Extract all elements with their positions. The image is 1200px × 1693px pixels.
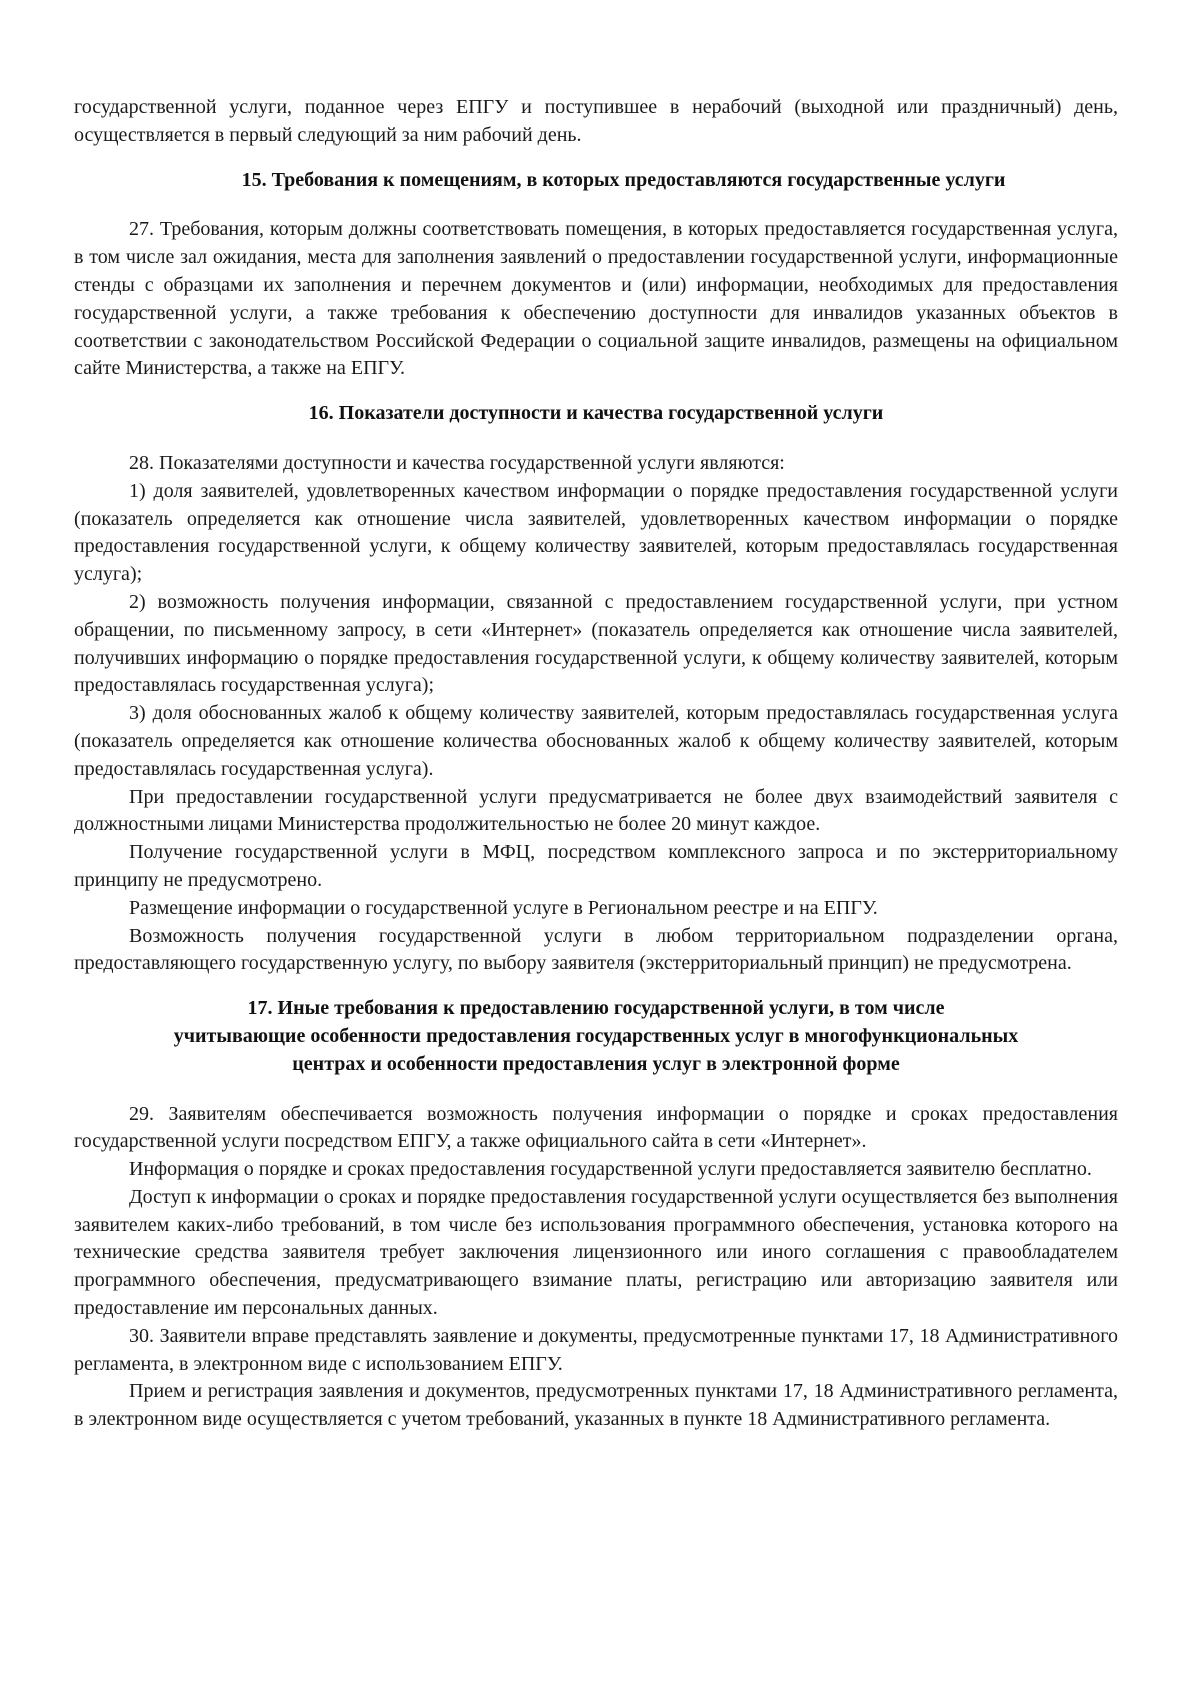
paragraph-mfc: Получение государственной услуги в МФЦ, посредством комплексного запроса и по экстерриториальному принципу не предусмотрено.: [74, 841, 1118, 891]
paragraph-28-item-2: 2) возможность получения информации, связанной с предоставлением государственной услуги, при устном обращении, по письменному запросу, в сети «Интернет» (показатель определяется как отношение числа заявителей, получивших информацию о порядке предоставления государственной услуги, к общему количеству заявителей, которым предоставлялась государственная услуга);: [74, 590, 1118, 697]
paragraph-interactions: При предоставлении государственной услуги предусматривается не более двух взаимодействий заявителя с должностными лицами Министерства продолжительностью не более 20 минут каждое.: [74, 785, 1118, 836]
paragraph-extraterritorial: Возможность получения государственной услуги в любом территориальном подразделении органа, предоставляющего государственную услугу, по выбору заявителя (экстерриториальный принцип) не предусмотрена.: [74, 924, 1118, 975]
section-15-heading: 15. Требования к помещениям, в которых предоставляются государственные услуги: [241, 168, 1006, 191]
paragraph-28: 28. Показателями доступности и качества государственной услуги являются:: [129, 451, 785, 474]
paragraph-28-item-3: 3) доля обоснованных жалоб к общему количеству заявителей, которым предоставлялась государственная услуга (показатель определяется как отношение количества обоснованных жалоб к общему количеству заявителей, которым предоставлялась государственная услуга).: [74, 702, 1118, 780]
paragraph-access: Доступ к информации о сроках и порядке предоставления государственной услуги осуществляется без выполнения заявителем каких-либо требований, в том числе без использования программного обеспечения, установка которого на технические средства заявителя требует заключения лицензионного или иного соглашения с правообладателем программного обеспечения, предусматривающего взимание платы, регистрацию или авторизацию заявителя или предоставление им персональных данных.: [74, 1185, 1118, 1320]
paragraph-30: 30. Заявители вправе представлять заявление и документы, предусмотренные пунктами 17, 18 Административного регламента, в электронном виде с использованием ЕПГУ.: [74, 1324, 1118, 1375]
paragraph-free-info: Информация о порядке и сроках предоставления государственной услуги предоставляется заявителю бесплатно.: [129, 1158, 1092, 1181]
paragraph-29: 29. Заявителям обеспечивается возможность получения информации о порядке и сроках предоставления государственной услуги посредством ЕПГУ, а также официального сайта в сети «Интернет».: [74, 1102, 1118, 1153]
section-17-heading: [74, 995, 1118, 1078]
section-17-heading-line-3: центрах и особенности предоставления услуг в электронной форме: [292, 1052, 900, 1075]
section-16-heading: 16. Показатели доступности и качества государственной услуги: [308, 402, 884, 425]
intro-paragraph: государственной услуги, поданное через ЕПГУ и поступившее в нерабочий (выходной или праздничный) день, осуществляется в первый следующий за ним рабочий день.: [74, 96, 1118, 146]
section-17-heading-line-2: учитывающие особенности предоставления государственных услуг в многофункциональных: [173, 1024, 1019, 1047]
section-17-heading-line-1: 17. Иные требования к предоставлению государственной услуги, в том числе: [247, 997, 945, 1020]
paragraph-registry: Размещение информации о государственной услуге в Региональном реестре и на ЕПГУ.: [129, 896, 878, 919]
paragraph-27: 27. Требования, которым должны соответствовать помещения, в которых предоставляется государственная услуга, в том числе зал ожидания, места для заполнения заявлений о предоставлении государственной услуги, информационные стенды с образцами их заполнения и перечнем документов и (или) информации, необходимых для предоставления государственной услуги, а также требования к обеспечению доступности для инвалидов указанных объектов в соответствии с законодательством Российской Федерации о социальной защите инвалидов, размещены на официальном сайте Министерства, а также на ЕПГУ.: [74, 218, 1118, 380]
paragraph-28-item-1: 1) доля заявителей, удовлетворенных качеством информации о порядке предоставления государственной услуги (показатель определяется как отношение числа заявителей, удовлетворенных качеством информации о порядке предоставления государственной услуги, к общему количеству заявителей, которым предоставлялась государственная услуга);: [74, 479, 1118, 586]
paragraph-reception: Прием и регистрация заявления и документов, предусмотренных пунктами 17, 18 Административного регламента, в электронном виде осуществляется с учетом требований, указанных в пункте 18 Административного регламента.: [74, 1380, 1118, 1431]
